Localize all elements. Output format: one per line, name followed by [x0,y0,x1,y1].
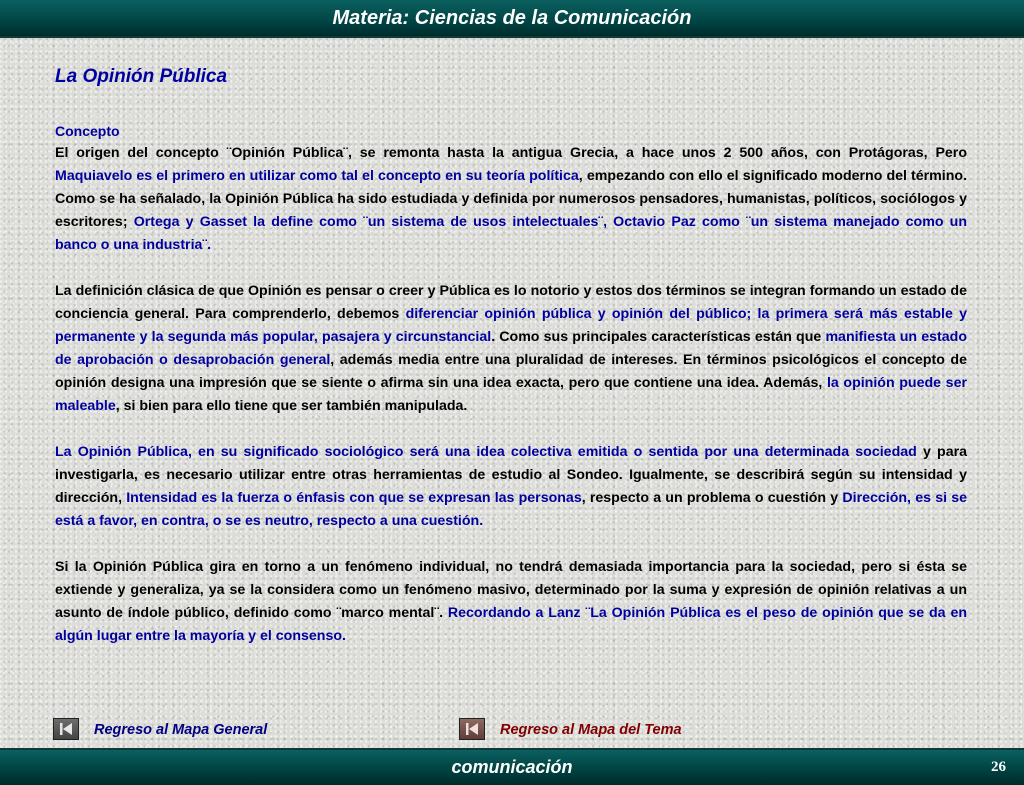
header-bar [0,0,1024,38]
text-segment: Si la Opinión Pública gira en torno a un fenómeno individual, no tendrá demasiada importancia para la sociedad, pero si ésta se extiende y generaliza, ya se la considera como un fenómeno masivo, determinado por la suma y expresión de opinión relativas a un asunto de índole público, definido como ¨marco mental¨. [55,559,967,621]
text-segment: y para investigarla, es necesario utilizar entre otras herramientas de estudio al Sondeo. Igualmente, se describirá según su intensidad y dirección, [55,444,968,506]
text-segment: , además media entre una pluralidad de intereses. En términos psicológicos el concepto de opinión designa una impresión que se siente o afirma sin una idea exacta, pero que contiene una idea. Además, [55,352,967,391]
body-text [55,142,967,648]
page-title: La Opinión Pública [55,66,228,87]
highlighted-text: Recordando a Lanz ¨La Opinión Pública es el peso de opinión que se da en algún lugar entre la mayoría y el consenso. [55,605,967,644]
navigation-row [0,718,1024,744]
highlighted-text: Dirección, es si se está a favor, en contra, o se es neutro, respecto a una cuestión. [55,490,968,529]
highlighted-text: Ortega y Gasset la define como ¨un sistema de usos intelectuales¨, Octavio Paz como ¨un sistema manejado como un banco o una industria¨. [55,214,967,253]
main-content [55,58,967,648]
text-segment: , si bien para ello tiene que ser también manipulada. [115,398,468,414]
highlighted-text: Maquiavelo es el primero en utilizar como tal el concepto en su teoría política [55,168,579,184]
highlighted-text: la opinión puede ser maleable [55,375,967,414]
back-to-start-icon[interactable] [53,718,79,740]
back-to-start-icon[interactable] [459,718,485,740]
footer-title: comunicación [451,757,573,777]
text-segment: La definición clásica de que Opinión es pensar o creer y Pública es lo notorio y estos dos términos se integran formando un estado de conciencia general. Para comprenderlo, debemos [55,283,967,322]
highlighted-text: manifiesta un estado de aprobación o desaprobación general [55,329,967,368]
section-title: Concepto [55,123,120,139]
highlighted-text: La Opinión Pública, en su significado sociológico será una idea colectiva emitida o sentida por una determinada sociedad [55,444,917,460]
text-segment: . Como sus principales características están que [491,329,826,345]
paragraph [55,556,967,648]
highlighted-text: diferenciar opinión pública y opinión del público; la primera será más estable y permanente y la segunda más popular, pasajera y circunstancial [55,306,967,345]
course-title: Materia: Ciencias de la Comunicación [332,7,692,29]
paragraph [55,280,967,418]
highlighted-text: Intensidad es la fuerza o énfasis con que se expresan las personas [126,490,582,506]
text-segment: , empezando con ello el significado moderno del término. Como se ha señalado, la Opinión Pública ha sido estudiada y definida por numerosos pensadores, humanistas, políticos, sociólogos y escritores; [55,168,968,230]
footer-bar [0,748,1024,785]
general-map-link[interactable]: Regreso al Mapa General [94,722,268,738]
text-segment: , respecto a un problema o cuestión y [581,490,843,506]
paragraph [55,441,967,533]
text-segment: El origen del concepto ¨Opinión Pública¨, se remonta hasta la antigua Grecia, a hace unos 2 500 años, con Protágoras, Pero [55,145,967,161]
paragraph [55,142,967,257]
page-number: 26 [991,759,1006,775]
topic-map-link[interactable]: Regreso al Mapa del Tema [500,722,682,738]
